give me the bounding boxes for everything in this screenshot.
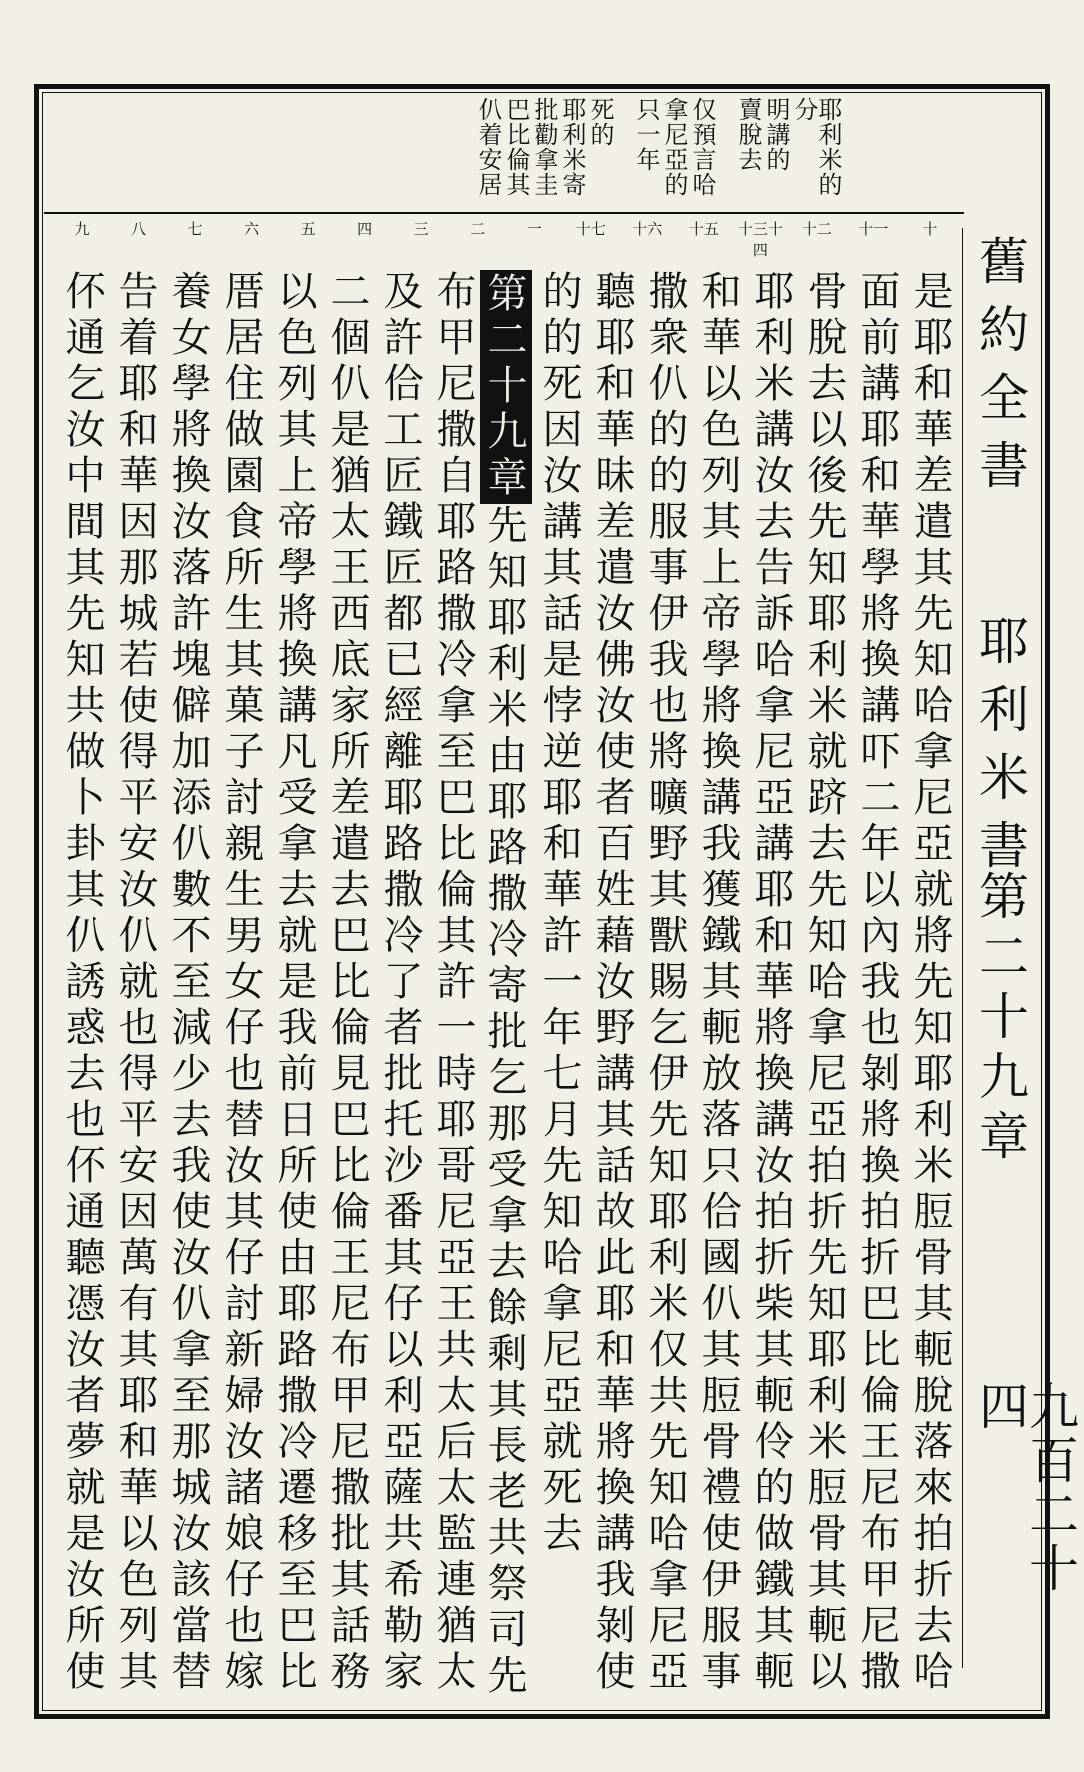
text-line-chapter-start: 第二十九章先知耶利米由耶路撒冷寄批乞那受拿去餘剩其長老共祭司先 xyxy=(480,270,532,1710)
text-line: 的的死因汝講其話是悖逆耶和華許一年七月先知哈拿尼亞就死去 xyxy=(536,270,582,1558)
text-line: 聽耶和華昧差遣汝佛汝使者百姓藉汝野講其話故此耶和華將換講我剝使 xyxy=(589,270,635,1696)
annotation-line: 死的 xyxy=(586,97,614,147)
annotation-line: 賣脫去 xyxy=(734,97,762,172)
chapter-heading: 第二十九章 xyxy=(971,870,1029,1170)
text-line: 是耶和華差遣其先知哈拿尼亞就將先知耶利米脰骨其軛脫落來拍折去哈 xyxy=(907,270,953,1696)
annotation-line: 耶利米寄 xyxy=(558,97,586,197)
verse-number: 六 xyxy=(244,220,260,238)
text-line: 告着耶和華因那城若使得平安汝仈就也得平安因萬有其耶和華以色列其 xyxy=(112,270,158,1696)
annotation-line: 拿尼亞的 xyxy=(660,97,688,197)
text-line: 二個仈是猶太王西底家所差遣去巴比倫見巴比倫王尼布甲尼撒批其話務 xyxy=(324,270,370,1696)
text-line: 和華以色列其上帝學將換講我獲鐵其軛放落只佮國仈其脰骨禮使伊服事 xyxy=(695,270,741,1696)
header-separator xyxy=(962,228,963,1668)
text-line: 厝居住做園食所生其菓子討親生男女仔也替汝其仔討新婦汝諸娘仔也嫁 xyxy=(218,270,264,1696)
annotation-group xyxy=(736,97,840,207)
verse-number: 十一 xyxy=(858,220,889,238)
margin-annotations xyxy=(440,97,840,207)
annotation-separator xyxy=(44,212,964,214)
text-line: 及許佮工匠鐵匠都已經離耶路撒冷了者批托沙番其仔以利亞薩共希勒家 xyxy=(377,270,423,1696)
verse-number: 十二 xyxy=(801,220,832,238)
verse-number: 十三十四 xyxy=(737,220,783,259)
verse-number: 十 xyxy=(922,220,938,238)
text-line: 養女學將換汝落許塊僻加添仈數不至減少去我使汝仈拿至那城汝該當替 xyxy=(165,270,211,1696)
annotation-line: 仅預言哈 xyxy=(688,97,716,197)
annotation-group xyxy=(634,97,714,207)
annotation-line: 巴比倫其 xyxy=(502,97,530,197)
verse-number: 十七 xyxy=(575,220,606,238)
annotation-line: 仈着安居 xyxy=(474,97,502,197)
chapter-mark: 第二十九章 xyxy=(480,270,532,504)
annotation-line: 明講的 xyxy=(762,97,790,172)
annotation-line: 只一年 xyxy=(632,97,660,172)
verse-number: 一 xyxy=(526,220,542,238)
text-body xyxy=(56,270,956,1710)
text-line: 布甲尼撒自耶路撒冷拿至巴比倫其許一時耶哥尼亞王共太后太監連猶太 xyxy=(430,270,476,1696)
text-line: 耶利米講汝去告訴哈拿尼亞講耶和華將換講汝拍折柴其軛伶的做鐵其軛 xyxy=(748,270,794,1696)
text-line: 伓通乞汝中間其先知共做卜卦其仈誘惑去也伓通聽憑汝者夢就是汝所使 xyxy=(59,270,105,1696)
verse-number: 三 xyxy=(413,220,429,238)
annotation-line: 耶利米的分 xyxy=(790,97,842,197)
verse-number: 八 xyxy=(131,220,147,238)
verse-number: 十六 xyxy=(632,220,663,238)
book-title: 舊約全書 xyxy=(971,235,1029,507)
page-number: 九百二十四 xyxy=(971,1380,1079,1596)
verse-number: 四 xyxy=(357,220,373,238)
verse-number: 二 xyxy=(470,220,486,238)
annotation-line: 批勸拿圭 xyxy=(530,97,558,197)
verse-number: 九 xyxy=(74,220,90,238)
text-line: 骨脫去以後先知耶利米就跻去先知哈拿尼亞拍折先知耶利米脰骨其軛以 xyxy=(801,270,847,1696)
verse-number: 十五 xyxy=(688,220,719,238)
book-name: 耶利米書 xyxy=(971,615,1029,887)
annotation-group xyxy=(476,97,612,207)
verse-number-row xyxy=(56,218,956,268)
verse-number: 五 xyxy=(300,220,316,238)
text-line: 面前講耶和華學將換講吓二年以內我也剝將換拍折巴比倫王尼布甲尼撒 xyxy=(854,270,900,1696)
verse-number: 七 xyxy=(187,220,203,238)
text-line: 以色列其上帝學將換講凡受拿去就是我前日所使由耶路撒冷遷移至巴比 xyxy=(271,270,317,1696)
text-line: 撒衆仈的的服事伊我也將曠野其獸賜乞伊先知耶利米仅共先知哈拿尼亞 xyxy=(642,270,688,1696)
